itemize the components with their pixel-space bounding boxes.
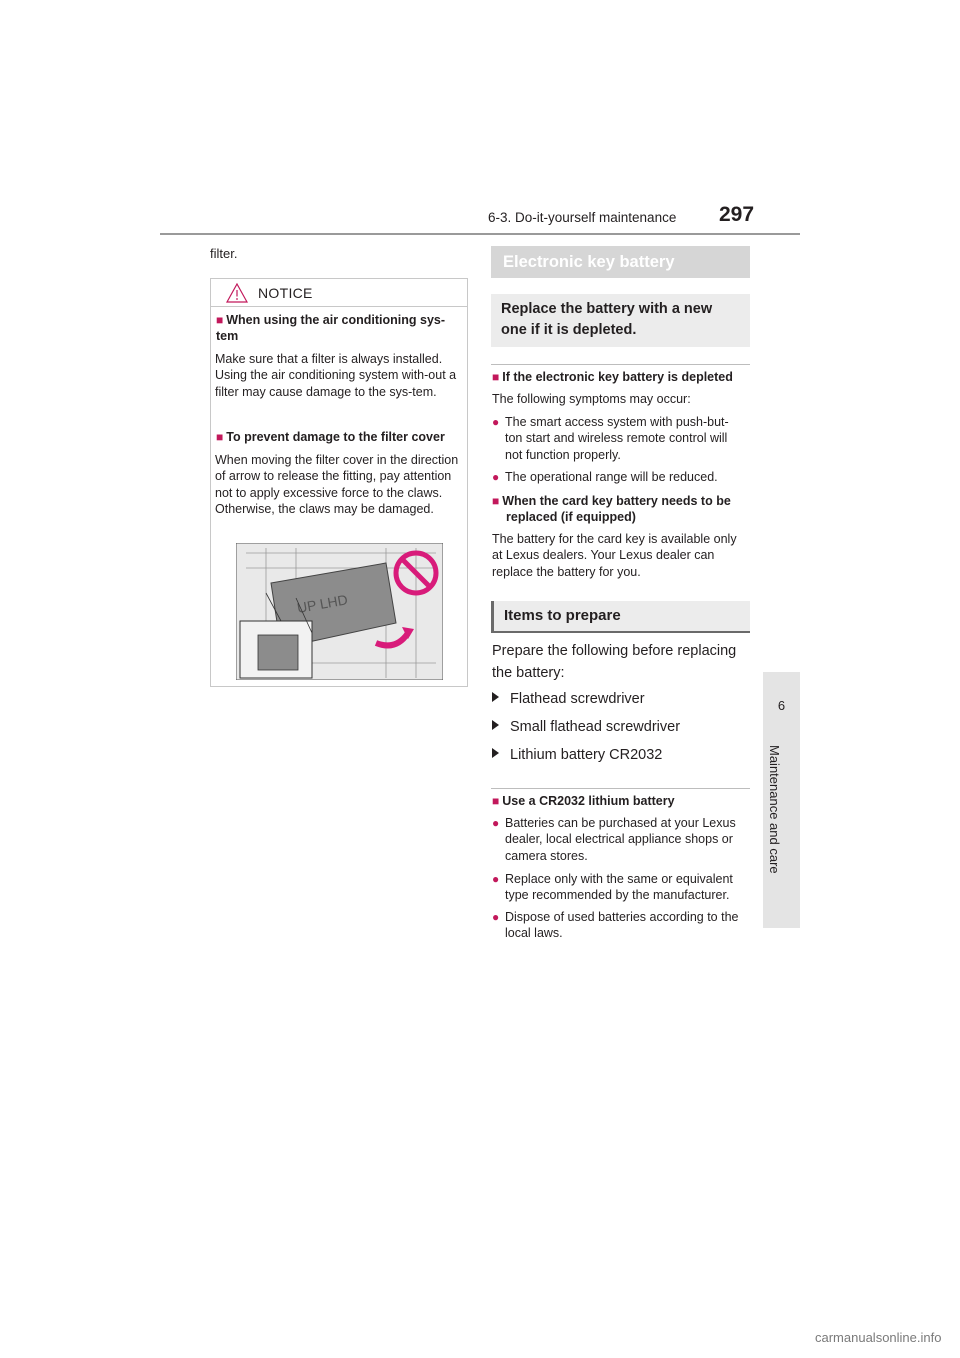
- bullet-dot-icon: ●: [492, 470, 500, 484]
- bullet-dot-icon: ●: [492, 910, 500, 924]
- watermark: carmanualsonline.info: [815, 1330, 942, 1345]
- topic-lead: The following symptoms may occur:: [492, 392, 691, 406]
- header-rule: [160, 233, 800, 235]
- notice-item-heading: ■ When using the air conditioning sys- tem: [216, 313, 446, 343]
- divider: [491, 364, 750, 365]
- chapter-number: 6: [777, 698, 786, 713]
- list-item: ● The smart access system with push-but-ton start and wireless remote control will not function properly.: [492, 415, 729, 462]
- triangle-bullet-icon: [492, 748, 499, 758]
- notice-title: NOTICE: [258, 285, 313, 301]
- triangle-bullet-icon: [492, 692, 499, 702]
- section-title: 6-3. Do-it-yourself maintenance: [488, 210, 677, 225]
- cover-label: UP LHD: [295, 591, 349, 616]
- list-item: Flathead screwdriver: [492, 691, 645, 707]
- filter-cover-illustration: [236, 543, 443, 680]
- bullet-dot-icon: ●: [492, 816, 500, 830]
- list-item: Small flathead screwdriver: [492, 719, 680, 735]
- topic-heading: ■ If the electronic key battery is depleted: [492, 370, 733, 384]
- section-heading: Electronic key battery: [491, 246, 750, 278]
- intro-box: Replace the battery with a new one if it is depleted.: [491, 294, 750, 347]
- warning-triangle-icon: [226, 283, 248, 303]
- square-bullet-icon: ■: [492, 370, 500, 384]
- page-number: 297: [719, 203, 755, 226]
- prepare-lead: Prepare the following before replacing the battery:: [492, 643, 737, 681]
- list-item: ● Batteries can be purchased at your Lexus dealer, local electrical appliance shops or camera stores.: [492, 816, 736, 863]
- chapter-label: Maintenance and care: [767, 745, 782, 874]
- topic-heading: ■ Use a CR2032 lithium battery: [492, 794, 675, 808]
- notice-item-body: Make sure that a filter is always installed. Using the air conditioning system with-out a filter may cause damage to the sys-tem.: [215, 352, 457, 399]
- notice-header: [211, 279, 467, 307]
- topic-body: The battery for the card key is available only at Lexus dealers. Your Lexus dealer can replace the battery for you.: [492, 532, 737, 579]
- square-bullet-icon: ■: [216, 430, 224, 444]
- list-item: ● The operational range will be reduced.: [492, 470, 718, 484]
- items-heading: Items to prepare: [491, 601, 750, 633]
- square-bullet-icon: ■: [492, 494, 500, 508]
- square-bullet-icon: ■: [492, 794, 500, 808]
- list-item: ● Replace only with the same or equivalent type recommended by the manufacturer.: [492, 872, 733, 903]
- list-item: Lithium battery CR2032: [492, 747, 662, 763]
- bullet-dot-icon: ●: [492, 415, 500, 429]
- notice-item-heading: ■ To prevent damage to the filter cover: [216, 430, 445, 444]
- continued-text: filter.: [210, 246, 238, 261]
- topic-heading: ■ When the card key battery needs to be replaced (if equipped): [492, 494, 731, 524]
- notice-item-body: When moving the filter cover in the direction of arrow to release the fitting, pay attention not to apply excessive force to the claws. Otherwise, the claws may be damaged.: [215, 453, 459, 516]
- triangle-bullet-icon: [492, 720, 499, 730]
- square-bullet-icon: ■: [216, 313, 224, 327]
- bullet-dot-icon: ●: [492, 872, 500, 886]
- list-item: ● Dispose of used batteries according to the local laws.: [492, 910, 739, 941]
- divider: [491, 788, 750, 789]
